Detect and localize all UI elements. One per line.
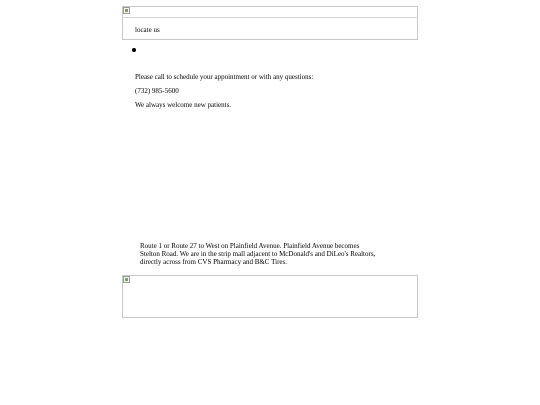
list-bullet (132, 48, 136, 52)
section-title: locate us (135, 26, 160, 34)
welcome-text: We always welcome new patients. (135, 101, 232, 109)
broken-image-icon (123, 7, 130, 14)
directions-text: Route 1 or Route 27 to West on Plainfield Avenue. Plainfield Avenue becomes Stelton Road. We are in the strip mall adjacent to McDonald's and DiLeo's Realtors, directly across from CVS Pharmacy and B&C Tires. (140, 242, 376, 266)
footer-panel (122, 275, 418, 318)
schedule-text: Please call to schedule your appointment or with any questions: (135, 73, 314, 81)
header-panel (122, 6, 418, 40)
phone-number: (732) 985-5600 (135, 87, 179, 95)
header-divider (122, 17, 418, 18)
broken-image-icon (123, 276, 130, 283)
